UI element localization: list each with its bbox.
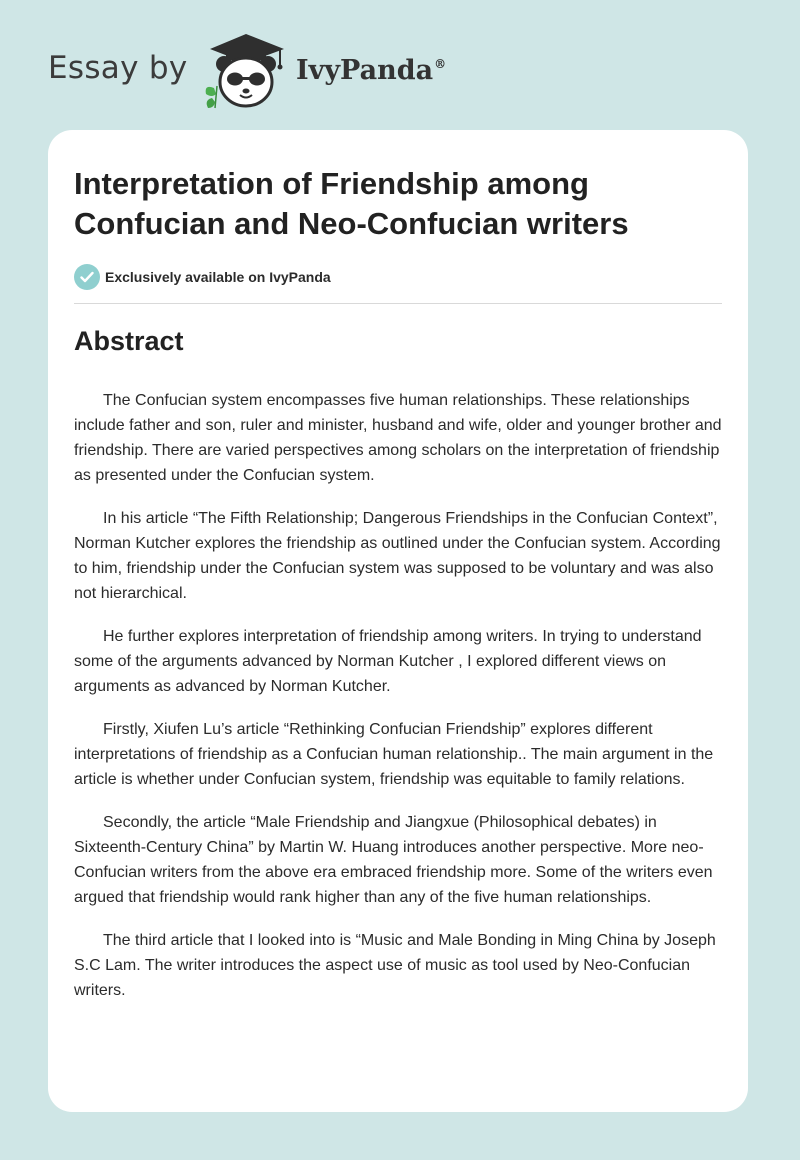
brand-name-text: IvyPanda (296, 55, 434, 86)
section-heading-abstract: Abstract (74, 326, 184, 356)
exclusive-badge-text: Exclusively available on IvyPanda (105, 269, 331, 285)
essay-card (48, 130, 748, 1112)
brand-prefix: Essay by (48, 50, 188, 86)
paragraph: Firstly, Xiufen Lu’s article “Rethinking Confucian Friendship” explores different interpretations of friendship as a Confucian human relationship.. The main argument in the article is whether under Confucian system, friendship was equitable to family relations. (74, 721, 714, 788)
registered-mark: ® (434, 57, 447, 71)
paragraph: The Confucian system encompasses five human relationships. These relationships include father and son, ruler and minister, husband and wife, older and younger brother and friendship. There are varied perspectives among scholars on the interpretation of friendship as presented under the Confucian system. (74, 392, 722, 484)
panda-graduate-icon[interactable] (200, 32, 292, 110)
title-divider (74, 303, 722, 304)
abstract-body (74, 388, 722, 1021)
brand-name[interactable] (296, 55, 446, 86)
site-header (0, 0, 800, 120)
paragraph: Secondly, the article “Male Friendship and Jiangxue (Philosophical debates) in Sixteenth-Century China” by Martin W. Huang introduces another perspective. More neo-Confucian writers from the above era embraced friendship more. Some of the writers even argued that friendship would rank higher than any of the five human relationships. (74, 814, 713, 906)
paragraph: In his article “The Fifth Relationship; Dangerous Friendships in the Confucian Context”, Norman Kutcher explores the friendship as outlined under the Confucian system. According to him, friendship under the Confucian system was supposed to be voluntary and was also not hierarchical. (74, 510, 721, 602)
check-circle-icon (74, 264, 100, 290)
exclusive-badge (74, 264, 331, 290)
paragraph: He further explores interpretation of friendship among writers. In trying to understand some of the arguments advanced by Norman Kutcher , I explored different views on arguments as advanced by Norman Kutcher. (74, 628, 702, 695)
paragraph: The third article that I looked into is “Music and Male Bonding in Ming China by Joseph S.C Lam. The writer introduces the aspect use of music as tool used by Neo-Confucian writers. (74, 932, 716, 999)
essay-title: Interpretation of Friendship among Confucian and Neo-Confucian writers (74, 166, 629, 241)
